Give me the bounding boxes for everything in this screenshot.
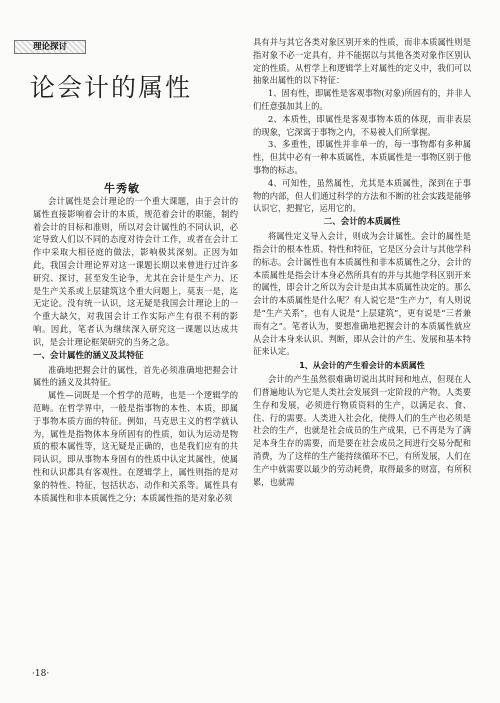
list-item: 1、固有性，即属性是客观事物(对象)所固有的，并非人们任意强加其上的。: [253, 88, 471, 111]
left-column: [33, 195, 238, 504]
page-number: ·18·: [32, 669, 50, 679]
intro-paragraph: 会计属性是会计理论的一个重大课题，由于会计的属性直接影响着会计的本质，规范着会计的职能，制约着会计的目标和准则，所以对会计属性的不同认识，必定导致人们以不同的态度对待会计工作，或者在会计工作中采取大相径庭的做法，影响极其深刻。正因为如此，我国会计理论界对这一课题长期以来曾进行过许多研究、探讨，甚至发生论争，尤其在会计是生产力、还是生产关系或上层建筑这个重大问题上，莫衷一是，迄无定论。没有统一认识，这无疑是我国会计理论上的一个重大缺欠，对我国会计工作实际产生有很不利的影响。因此，笔者认为继续深入研究这一课题以达成共识，是会计理论框架研究的当务之急。: [33, 196, 238, 347]
article-title: 论会计的属性: [30, 73, 193, 102]
author-name: 牛秀敏: [104, 182, 140, 195]
subsection-heading: 1、从会计的产生看会计的本质属性: [299, 361, 425, 371]
right-column: [253, 36, 471, 488]
list-item: 3、多重性，即属性并非单一的，每一事物都有多种属性，但其中必有一种本质属性，本质属性是一事物区别于他事物的标志。: [253, 139, 471, 175]
section-tag: 理论探讨: [14, 40, 86, 54]
list-item: 2、本质性，即属性是客观事物本质的体现，而非表层的现象，它深寓于事物之内，不易被人们所掌握。: [253, 113, 471, 137]
list-item: 4、可知性，虽然属性，尤其是本质属性，深到在于事物的内部，但人们通过科学的方法和不断的社会实践是能够认识它，把握它，运用它的。: [253, 177, 471, 214]
body-paragraph: 将属性定义导入会计，则成为会计属性。会计的属性是指会计的根本性质、特性和特征，它是区分会计与其他学科的标志。会计属性也有本质属性和非本质属性之分，会计的本质属性是指会计本身必然所具有的并与其他学科区别开来的属性，即会计之所以为会计是由其本质属性决定的。那么会计的本质属性是什么呢？有人说它是“生产力”，有人则说是“生产关系”，也有人说是“上层建筑”，更有说是“三者兼而有之”。笔者认为，要想准确地把握会计的本质属性就应从会计本身来认识、判断，即从会计的产生、发展和基本特征来认定。: [253, 231, 471, 357]
body-paragraph: 属性—词既是一个哲学的范畴，也是一个逻辑学的范畴。在哲学界中，一般是指事物的本性、本质，即属于事物本质方面的特征。例如，马克思主义的哲学就认为，属性是指物体本身所固有的性质，如认为运动是物质的根本属性等，这无疑是正确的，也是我们应有的共同认识，即从事物本身固有的性质中认定其属性，使属性和认识都具有客观性。在逻辑学上，属性则指的是对象的特性、特征，包括状态、动作和关系等。属性具有本质属性和非本质属性之分；本质属性指的是对象必须: [33, 390, 238, 503]
section-heading-1: 一、会计属性的涵义及其特征: [33, 350, 144, 361]
section-heading-2: 二、会计的本质属性: [323, 217, 401, 228]
body-paragraph: 准确地把握会计的属性，首先必须准确地把握会计属性的涵义及其特征。: [33, 364, 238, 388]
body-paragraph: 会计的产生虽然很难确切说出其时间和地点，但现在人们普遍地认为它是人类社会发展到一定阶段的产物。人类要生存和发展，必须进行物质资料的生产，以满足衣、食、住、行的需要。人类进入社会化，使得人们的生产也必须是社会的生产，也就是社会成员的生产成果，已不再是为了满足本身生存的需要，而是要在社会成员之间进行交易分配和消费，为了这样的生产能持续循环不已，有所发展，人们在生产中就需要以最少的劳动耗费，取得最多的财富，有所积累，也就需: [253, 374, 471, 487]
body-paragraph: 具有并与其它各类对象区别开来的性质，而非本质属性则是指对象不必一定具有，并不能据以与其他各类对象作区别认定的性质。从哲学上和逻辑学上对属性的定义中，我们可以抽象出属性的以下特征：: [253, 37, 471, 86]
